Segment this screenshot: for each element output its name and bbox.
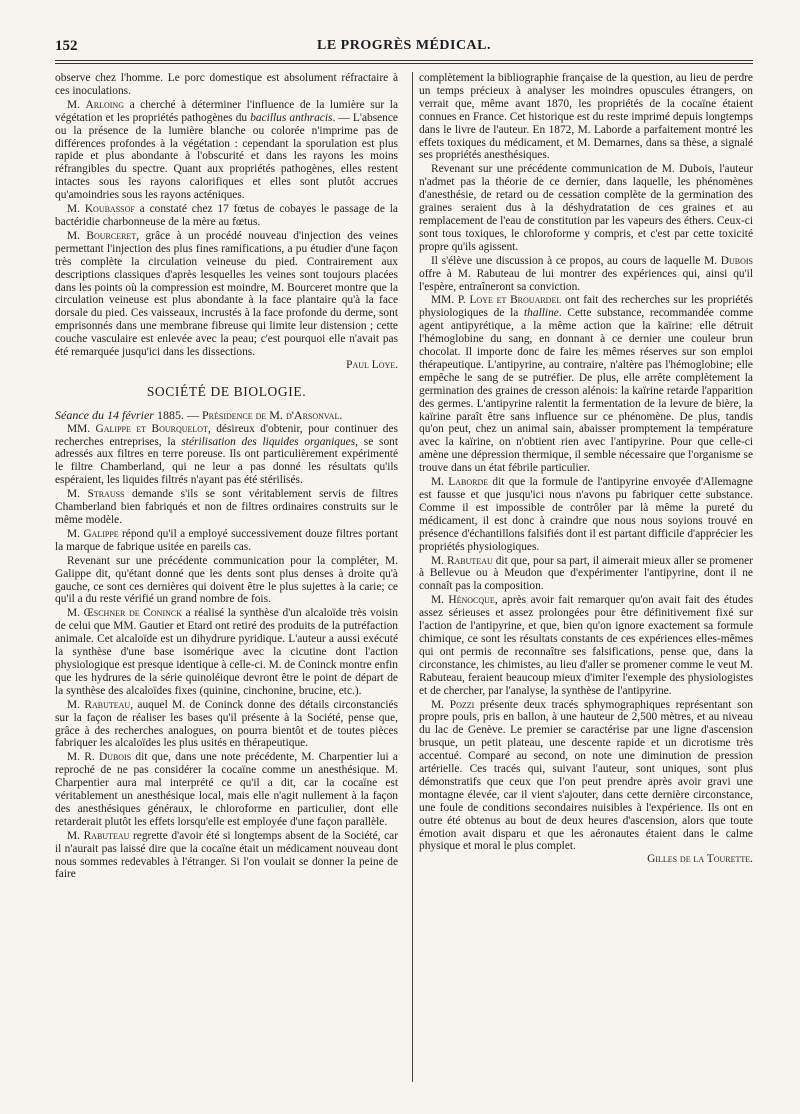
paragraph: observe chez l'homme. Le porc domestique est absolument réfractaire à ces inoculations. [55,72,398,97]
paragraph-coninck: M. Œschner de Coninck a réalisé la synthèse d'un alcaloïde très voisin de celui que MM. Gautier et Etard ont retiré des produits de la putréfaction animale. Cet alcaloïde est un dihydrure pyridique. L'auteur a aussi exécuté la synthèse d'une base isomérique avec la cicutine dont l'action physiologique est presque identique à celle-ci. M. de Coninck montre enfin que les hydrures de la série quinoléique devront être le point de départ de la synthèse des alcaloïdes fixes (quinine, cinchonine, brucine, etc.). [55,607,398,697]
seance-line: Séance du 14 février 1885. — Présidence de M. d'Arsonval. [55,407,343,422]
paragraph-henocque: M. Hénocque, après avoir fait remarquer qu'on avait fait des études assez sérieuses et assez prolongées pour être définitivement fixé sur l'action de l'antipyrine, et que, bien qu'on ignore exactement sa formule chimique, ce sont les résultats constants de ces expériences elles-mêmes qui ont permis de reconnaître ses falsifications, pense que, dans la circonstance, les chimistes, au lieu d'aller se promener comme le veut M. Rabuteau, feraient beaucoup mieux d'imiter l'exemple des physiologistes et de chercher, par l'analyse, la synthèse de l'antipyrine. [419,594,753,697]
author-name: Œschner de Coninck [83,607,183,620]
paragraph-bourceret: M. Bourceret, grâce à un procédé nouveau d'injection des veines permettant l'injection des plus fines ramifications, a pu étudier d'une façon très complète la circulation veineuse du pied. Contrairement aux descriptions classiques d'après lesquelles les veines sont toujours placées dans les points où la compression est moindre, M. Bourceret montre que la circulation veineuse est plus abondante à la face plantaire qu'à la face dorsale du pied. Ces vaisseaux, incrustés à la face profonde du derme, sont emprisonnés dans une membrane fibreuse qui limite leur distension ; cette couche vasculaire est enlevée avec la peau; c'est pourquoi elle n'avait pas été remarquée jusqu'ici dans les dissections. Paul Loye. [55,229,398,371]
author-name: Rabuteau [84,698,131,711]
paragraph: Revenant sur une précédente communication pour la compléter, M. Galippe dit, qu'étant donné que les dents sont plus denses à droite qu'à gauche, ce sont ces dernières qui doivent être le plus sujettes à la carie; ce qu'il a du reste vérifié un grand nombre de fois. [55,554,398,606]
paragraph-galippe: MM. Galippe et Bourquelot, désireux d'obtenir, pour continuer des recherches entreprises, la stérilisation des liquides organiques, se sont adressés aux filtres en terre poreuse. Ils ont particulièrement expérimenté le filtre Chamberland, qui ne leur a pas donné les résultats qu'ils espéraient, les liquides filtrés n'ayant pas été stérilisés. [55,422,399,487]
left-column [55,72,398,882]
author-name: Hénocque [448,594,495,607]
signature: Gilles de la Tourette. [647,853,753,866]
paragraph-koubassof: M. Koubassof a constaté chez 17 fœtus de cobayes le passage de la bactéridie charbonneuse de la mère au fœtus. [55,203,398,228]
paragraph-discussion: Il s'élève une discussion à ce propos, au cours de laquelle M. Dubois offre à M. Rabuteau de lui montrer des expériences qui, ainsi qu'il l'espère, entraîneront sa conviction. [419,254,753,293]
author-name: Rabuteau [446,554,493,567]
paragraph-strauss: M. Strauss demande s'ils se sont véritablement servis de filtres Chamberland bien fabriqués et non de filtres ordinaires construits sur le même modèle. [55,488,398,526]
paragraph-arloing: M. Arloing a cherché à déterminer l'influence de la lumière sur la végétation et les propriétés pathogènes du bacillus anthracis. — L'absence ou la présence de la lumière blanche ou colorée n'imprime pas de différences profondes à la végétation : cependant la sporulation est plus rapide et plus abondante à l'obscurité et dans les rayons les moins réfrangibles du spectre. Quant aux propriétés pathogènes, elles restent intactes sous les rayons calorifiques et elles sont plutôt accrues qu'amoindries sous les rayons acténiques. [55,98,398,202]
paragraph: Revenant sur une précédente communication de M. Dubois, l'auteur n'admet pas la théorie de ce dernier, dans laquelle, les phénomènes d'anesthésie, de retard ou de cessation complète de la germination des graines seraient dus à la déshydratation de ces graines et au remplacement de l'eau de constitution par les vapeurs des éthers. Ceux-ci sont tous toxiques, le chloroforme y compris, et c'est par cette toxicité propre qu'ils agissent. [419,163,753,253]
page-number: 152 [55,38,78,54]
paragraph: complètement la bibliographie française de la question, au lieu de perdre un temps précieux à analyser les moindres opuscules étrangers, on verrait que, même avant 1870, les propriétés de la cocaïne étaient connues en France. Cet historique est du reste imprimé depuis longtemps dans le livre de l'auteur. En 1872, M. Laborde a parfaitement montré les effets toxiques du médicament, et M. Demarnes, dans sa thèse, a signalé ses propriétés anesthésiques. [419,72,753,162]
author-name: Rabuteau [83,829,130,842]
paragraph-dubois: M. R. Dubois dit que, dans une note précédente, M. Charpentier lui a reproché de ne pas considérer la cocaïne comme un anesthésique. M. Charpentier aura mal interprété ce qu'il a dit, car la cocaïne est véritablement un anesthésique local, mais elle n'agit nullement à la façon des anesthésiques généraux, le chloroforme en particulier, dont elle retarderait plutôt les effets lorsqu'elle est employée d'une façon parallèle. [55,751,398,828]
author-name: Arloing [85,98,124,111]
running-title: LE PROGRÈS MÉDICAL. [316,38,492,53]
page-header [55,38,753,58]
right-column [419,72,753,867]
paragraph-rabuteau-2: M. Rabuteau regrette d'avoir été si longtemps absent de la Société, car il n'aurait pas laissé dire que la cocaïne était un médicament nouveau dont nous sommes redevables à l'étranger. Si l'on voulait se donner la peine de faire [55,829,398,881]
author-name: Strauss [87,488,125,501]
header-rule [55,60,753,61]
author-name: Loye et Brouardel [469,294,562,307]
author-name: Galippe [83,527,119,540]
author-name: Bourceret [86,229,137,242]
header-rule-double [55,63,753,64]
paragraph-rabuteau: M. Rabuteau, auquel M. de Coninck donne des détails circonstanciés sur la façon de réaliser les bases qu'il présente à la Société, pense que, grâce à des recherches analogues, on pourra bientôt et de toutes pièces fabriquer les alcaloïdes les plus usités en thérapeutique. [55,698,398,750]
author-name: Koubassof [84,203,135,216]
column-divider [412,72,413,1082]
author-name: Pozzi [449,698,475,711]
author-name: Galippe et Bourquelot [95,422,208,435]
paragraph-rabuteau-3: M. Rabuteau dit que, pour sa part, il aimerait mieux aller se promener à Bellevue ou à Meudon que d'expérimenter l'antipyrine, dont il ne connaît pas la composition. [419,554,753,593]
paragraph-loye-brouardel: MM. P. Loye et Brouardel ont fait des recherches sur les propriétés physiologiques de la thalline. Cette substance, recommandée comme agent antipyrétique, a la même action que la kaïrine: elle détruit l'hémoglobine du sang, en donnant à ce dernier une couleur brun chocolat. Il importe donc de faire les mêmes réserves sur son emploi thérapeutique. L'antipyrine, au contraire, n'altère pas l'hémoglobine; elle empêche le sang de se putréfier. De plus, elle arrête complètement la germination des graines de cresson alénois: la kaïrine retarde l'apparition des germes. L'antipyrine ralentit la fermentation de la levure de bière, la kaïrine paraît être sans influence sur ce phénomène. De plus, tandis qu'on peut, chez un animal sain, abaisser promptement la température avec la kaïrine, on n'obtient rien avec l'antipyrine. Pour que celle-ci amène une dépression thermique, il semble nécessaire que l'organisme se trouve dans un état fébrile particulier. [419,294,753,475]
signature: Paul Loye. [346,358,398,371]
paragraph-pozzi: M. Pozzi présente deux tracés sphymographiques représentant son propre pouls, pris en ballon, à une hauteur de 2,500 mètres, et au niveau du lac de Genève. Le premier se caractérise par une ligne d'ascension brusque, un petit plateau, une descente rapide et un dicrotisme très accentué. Comparé au second, on note une diminution de pression artérielle. Ces tracés qui, suivant l'auteur, sont uniques, sont plus démonstratifs que ceux que l'on peut prendre après avoir gravi une montagne élevée, car il vient s'ajouter, dans cette dernière circonstance, une foule de conditions secondaires nuisibles à l'expérience. Ils ont en outre été obtenus au bout de deux heures d'ascension, alors que toute émotion avait disparu et que les aéronautes étaient dans le calme physique et moral le plus complet. Gilles de la Tourette. [419,698,753,866]
paragraph-galippe-reply: M. Galippe répond qu'il a employé successivement douze filtres portant la marque de fabrique usitée en pareils cas. [55,527,398,553]
author-name: Dubois [720,254,753,267]
author-name: Dubois [98,751,132,764]
paragraph-laborde: M. Laborde dit que la formule de l'antipyrine envoyée d'Allemagne est fausse et que jusqu'ici nous n'avons pu fabriquer cette substance. Comme il est impossible de contrôler par là même la pureté du médicament, il est donc à craindre que nous nous soyions trouvé en présence d'échantillons falsifiés dont il est partant difficile d'apprécier les propriétés physiologiques. [419,476,753,553]
section-title: SOCIÉTÉ DE BIOLOGIE. [146,383,307,399]
author-name: Laborde [448,476,489,489]
